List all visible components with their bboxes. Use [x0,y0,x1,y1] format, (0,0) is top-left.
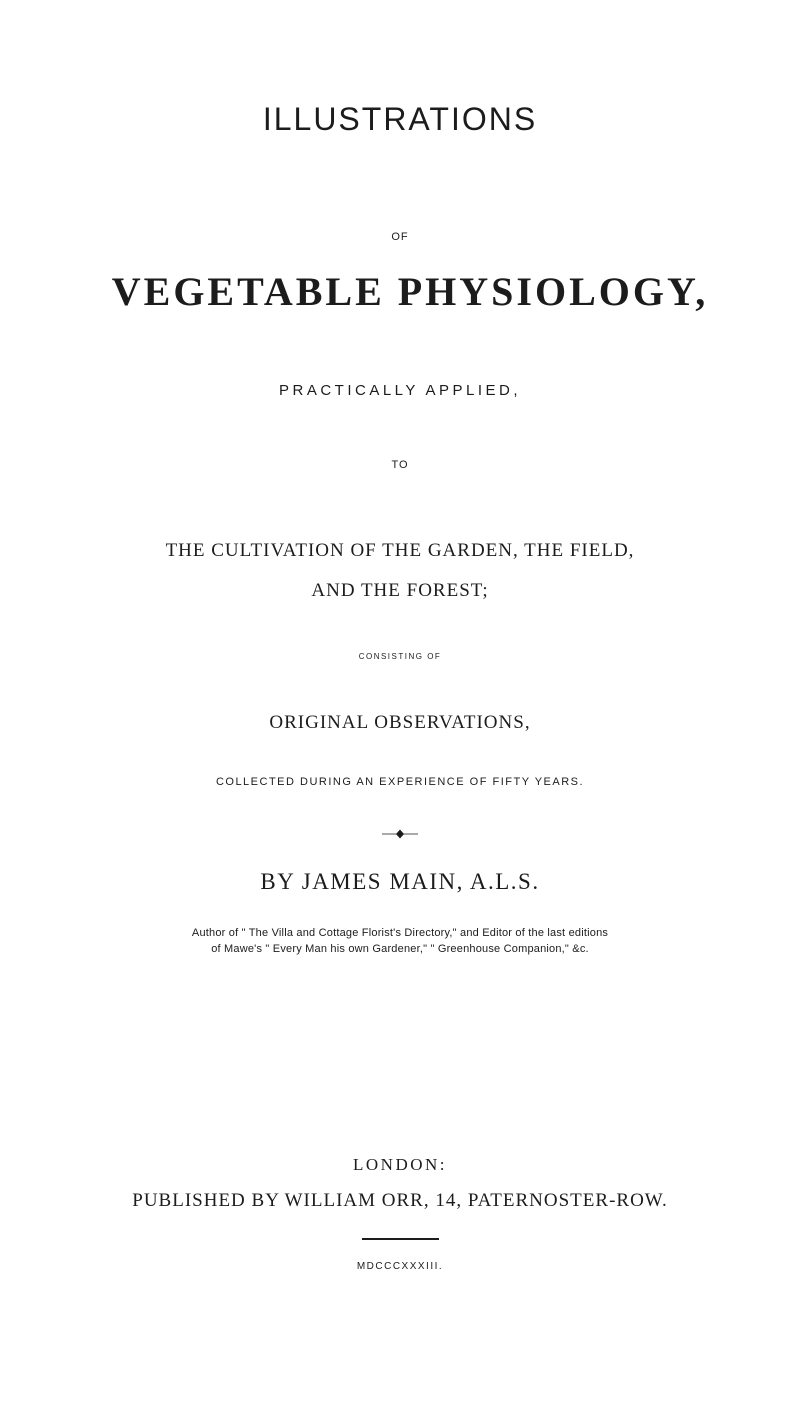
diamond-rule-ornament-icon [380,829,420,839]
collected-during: COLLECTED DURING AN EXPERIENCE OF FIFTY YEARS. [215,776,585,788]
subject-line-1: THE CULTIVATION OF THE GARDEN, THE FIELD, [165,540,635,561]
original-observations: ORIGINAL OBSERVATIONS, [269,712,531,733]
subject-line-2: AND THE FOREST; [311,580,489,601]
consisting-of: CONSISTING OF [358,652,442,661]
main-title: VEGETABLE PHYSIOLOGY, [111,269,709,314]
author-credits-line-1: Author of " The Villa and Cottage Florist's Directory," and Editor of the last editions [191,927,609,939]
subtitle-practically-applied: PRACTICALLY APPLIED, [278,382,522,399]
title-illustrations: ILLUSTRATIONS [262,101,538,137]
title-of: OF [391,231,409,243]
imprint-city: LONDON: [353,1155,447,1174]
author-credits-line-2: of Mawe's " Every Man his own Gardener," " Greenhouse Companion," &c. [211,943,589,955]
subtitle-to: TO [391,459,409,471]
imprint-date: MDCCCXXXIII. [356,1261,444,1272]
author-name: BY JAMES MAIN, A.L.S. [260,869,540,894]
imprint-rule [362,1238,439,1240]
imprint-publisher: PUBLISHED BY WILLIAM ORR, 14, PATERNOSTER-ROW. [132,1190,668,1211]
